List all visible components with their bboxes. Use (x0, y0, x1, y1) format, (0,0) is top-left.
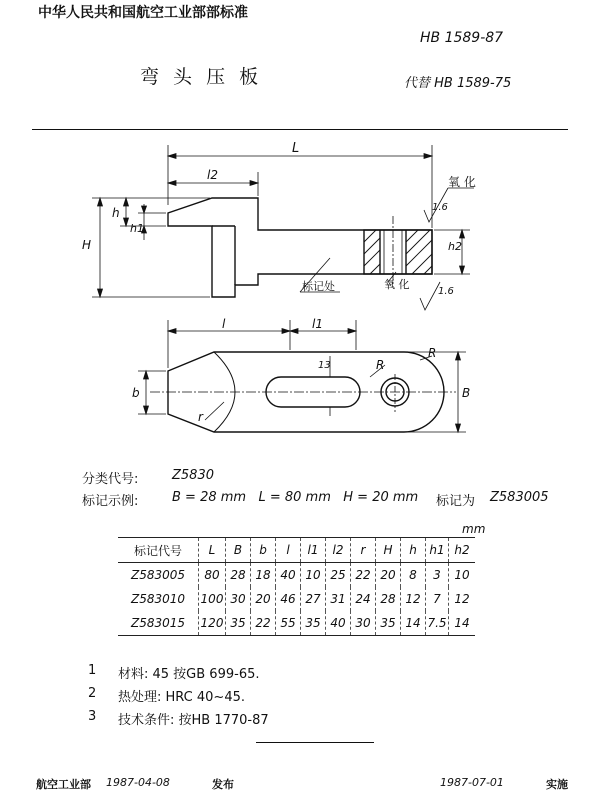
table-cell: 10 (449, 563, 476, 588)
label-h2: h2 (448, 240, 462, 253)
table-header-cell: L (199, 538, 226, 563)
table-cell: 30 (226, 587, 251, 611)
table-cell: 20 (251, 587, 276, 611)
label-R-end: R (428, 346, 437, 360)
table-cell: 7 (426, 587, 449, 611)
table-cell: 22 (251, 611, 276, 636)
table-header-cell: B (226, 538, 251, 563)
replaces-standard: 代替 HB 1589-75 (404, 76, 512, 91)
label-l2: l2 (207, 168, 218, 182)
table-cell: 40 (276, 563, 301, 588)
table-cell: 10 (301, 563, 326, 588)
table-cell: 31 (326, 587, 351, 611)
hole-section (364, 230, 432, 274)
footer-issuer: 航空工业部 (36, 778, 91, 791)
footer-effective-label: 实施 (546, 778, 568, 791)
table-cell: 120 (199, 611, 226, 636)
table-row (118, 563, 475, 588)
note-text: 技术条件: 按HB 1770-87 (118, 713, 269, 728)
label-oxidize-top: 氧 化 (448, 175, 476, 189)
table-header-cell: h (401, 538, 426, 563)
label-roughness-bottom: 1.6 (438, 286, 454, 297)
table-cell: 28 (226, 563, 251, 588)
footer-issue-date: 1987-04-08 (106, 776, 170, 789)
note-text: 热处理: HRC 40~45. (118, 690, 245, 705)
dimension-table (118, 537, 475, 636)
table-header-cell: r (351, 538, 376, 563)
table-row (118, 611, 475, 636)
table-cell: 46 (276, 587, 301, 611)
classification-code: Z5830 (172, 468, 214, 483)
table-header-cell: b (251, 538, 276, 563)
table-cell: 40 (326, 611, 351, 636)
table-cell: 100 (199, 587, 226, 611)
label-L: L (292, 141, 300, 156)
table-cell: 25 (326, 563, 351, 588)
table-cell: 30 (351, 611, 376, 636)
table-header-cell: 标记代号 (118, 538, 199, 563)
example-values: B = 28 mm L = 80 mm H = 20 mm (172, 490, 419, 505)
classification-label: 分类代号: (82, 472, 139, 487)
table-cell: 8 (401, 563, 426, 588)
table-cell: 35 (226, 611, 251, 636)
document-title: 弯 头 压 板 (140, 66, 263, 88)
table-header-row (118, 538, 475, 563)
note-number: 1 (88, 663, 97, 678)
table-cell: 12 (401, 587, 426, 611)
footer-issue-label: 发布 (212, 778, 234, 791)
table-header-cell: h2 (449, 538, 476, 563)
label-l1: l1 (312, 317, 323, 331)
table-header-cell: l (276, 538, 301, 563)
table-cell: 7.5 (426, 611, 449, 636)
label-r: r (198, 410, 203, 424)
table-header-cell: l2 (326, 538, 351, 563)
note-number: 2 (88, 686, 97, 701)
label-13: 13 (318, 360, 331, 371)
table-cell: 22 (351, 563, 376, 588)
table-cell: 3 (426, 563, 449, 588)
label-b: b (132, 386, 140, 400)
table-header-cell: h1 (426, 538, 449, 563)
table-cell: 14 (449, 611, 476, 636)
note-number: 3 (88, 709, 97, 724)
table-cell: 20 (376, 563, 401, 588)
side-dimension-lines (92, 145, 474, 310)
footer-effective-date: 1987-07-01 (440, 776, 504, 789)
label-R-slot: R (376, 358, 385, 372)
table-unit: mm (462, 522, 486, 536)
note-text: 材料: 45 按GB 699-65. (118, 667, 260, 682)
table-header-cell: H (376, 538, 401, 563)
table-cell: Z583005 (130, 568, 186, 582)
example-mark-label: 标记为 (436, 494, 476, 509)
label-l: l (222, 317, 226, 331)
table-cell: 24 (351, 587, 376, 611)
label-h: h (112, 206, 120, 220)
table-cell: 12 (449, 587, 476, 611)
table-cell: 27 (301, 587, 326, 611)
table-row (118, 587, 475, 611)
example-label: 标记示例: (82, 494, 139, 509)
table-cell: Z583015 (118, 611, 199, 636)
table-header-cell: l1 (301, 538, 326, 563)
label-oxidize-bottom: 氧 化 (384, 278, 410, 291)
end-rule (256, 742, 374, 743)
table-cell: 18 (251, 563, 276, 588)
table-cell: 14 (401, 611, 426, 636)
label-roughness-top: 1.6 (432, 202, 448, 213)
example-mark-code: Z583005 (490, 490, 549, 505)
table-cell: 80 (199, 563, 226, 588)
label-H: H (82, 238, 92, 252)
label-mark-place: 标记处 (302, 280, 335, 293)
table-cell: 28 (376, 587, 401, 611)
table-cell: 55 (276, 611, 301, 636)
standard-number: HB 1589-87 (420, 30, 504, 46)
label-B: B (462, 386, 471, 400)
label-h1: h1 (130, 222, 144, 235)
table-cell: 35 (301, 611, 326, 636)
org-standard-heading: 中华人民共和国航空工业部部标准 (38, 5, 248, 21)
top-dimension-lines (138, 320, 466, 432)
table-cell: 35 (376, 611, 401, 636)
hatching (364, 230, 432, 274)
table-cell: Z583010 (130, 592, 186, 606)
